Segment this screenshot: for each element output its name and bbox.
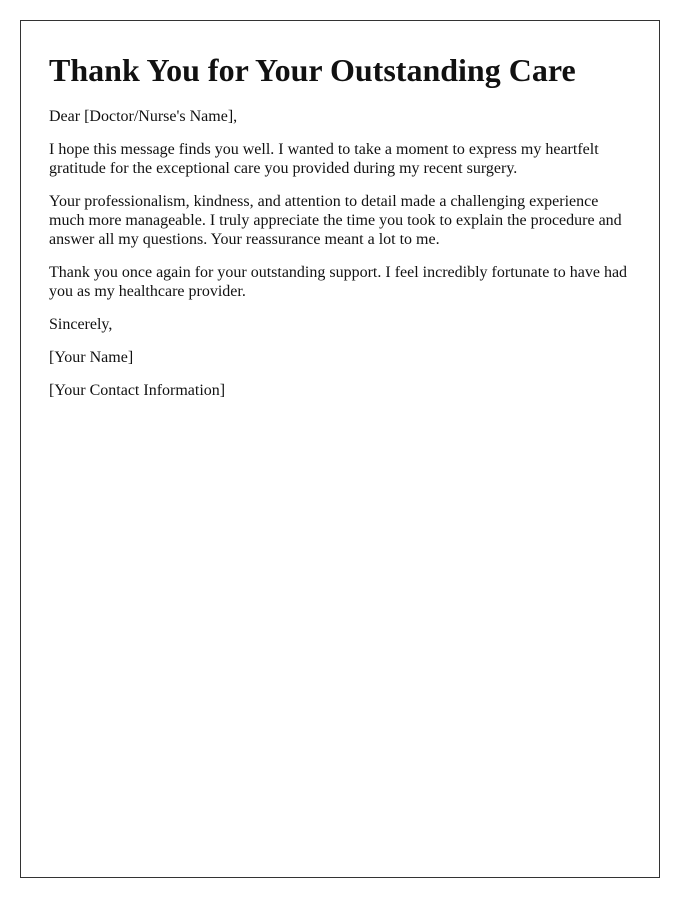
paragraph-1: I hope this message finds you well. I wanted to take a moment to express my heartfelt gratitude for the exceptional care you provided during my recent surgery. bbox=[49, 141, 599, 177]
salutation: Dear [Doctor/Nurse's Name], bbox=[49, 108, 238, 125]
signature-contact: [Your Contact Information] bbox=[49, 382, 226, 399]
letter-page bbox=[20, 20, 660, 878]
paragraph-3: Thank you once again for your outstanding support. I feel incredibly fortunate to have had you as my healthcare provider. bbox=[49, 264, 628, 300]
paragraph-2: Your professionalism, kindness, and attention to detail made a challenging experience much more manageable. I truly appreciate the time you took to explain the procedure and answer all my questions. Your reassurance meant a lot to me. bbox=[49, 193, 622, 248]
closing: Sincerely, bbox=[49, 316, 113, 333]
signature-name: [Your Name] bbox=[49, 349, 134, 366]
letter-title: Thank You for Your Outstanding Care bbox=[49, 52, 576, 88]
letter-body bbox=[49, 107, 634, 414]
